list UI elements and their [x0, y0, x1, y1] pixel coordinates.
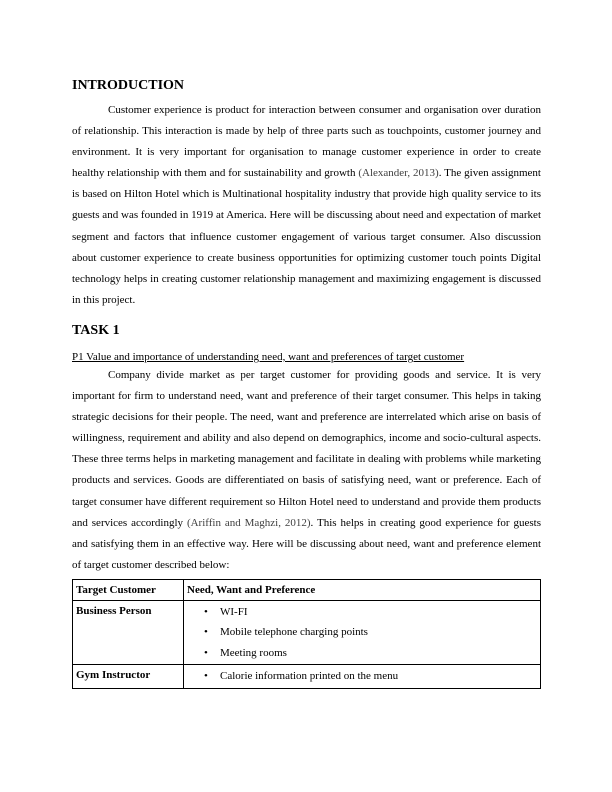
- document-page: [72, 72, 541, 689]
- task1-citation: (Ariffin and Maghzi, 2012): [186, 516, 311, 529]
- intro-text-part-2: . The given assignment is based on Hilton Hotel which is Multinational hospitality industry that provide high quality service to its guests and was founded in 1919 at America. Here will be discussing about need and expectation of market segment and factors that influence customer engagement of various target consumer. Also discussion about customer experience to create business opportunities for optimizing customer touch points Digital technology helps in creating customer relationship management and maximizing engagement is discussed in this project.: [72, 167, 541, 306]
- customer-cell: Business Person: [73, 600, 184, 665]
- introduction-paragraph: [72, 100, 541, 311]
- list-item: • Meeting rooms: [220, 643, 537, 664]
- task1-text-part-2: . This helps in creating good experience for guests and satisfying them in an effective way. Here will be discussing about need, want and preference element of target customer described below:: [72, 516, 541, 571]
- task1-text-part-1: Company divide market as per target customer for providing goods and service. It is very important for firm to understand need, want and preference of their target consumer. This helps in taking strategic decisions for their people. The need, want and preference are interrelated which arise on basis of willingness, requirement and ability and also depend on demographics, income and socio-cultural aspects. These three terms helps in marketing management and facilitate in dealing with problems while marketing products and services. Goods are differentiated on basis of satisfying need, want or preference. Each of target consumer have different requirement so Hilton Hotel need to understand and provide them products and services accordingly: [72, 368, 541, 529]
- introduction-heading: INTRODUCTION: [72, 78, 185, 93]
- task-1-heading: TASK 1: [72, 322, 120, 338]
- header-need-want-preference: Need, Want and Preference: [184, 579, 541, 600]
- customer-cell: Gym Instructor: [73, 665, 184, 689]
- table-row: [73, 665, 541, 689]
- needs-list: [187, 666, 537, 687]
- intro-text-part-1: Customer experience is product for interaction between consumer and organisation over duration of relationship. This interaction is made by help of three parts such as touchpoints, customer journey and environment. It is very important for organisation to manage customer experience in order to create healthy relationship with them and for sustainability and growth: [72, 104, 541, 180]
- list-item: • Calorie information printed on the menu: [220, 666, 537, 687]
- p1-subheading: P1 Value and importance of understanding need, want and preferences of target customer: [72, 350, 465, 363]
- needs-cell: [184, 665, 541, 689]
- list-item: • Mobile telephone charging points: [220, 622, 537, 643]
- table-row: [73, 600, 541, 665]
- intro-citation: (Alexander, 2013): [358, 167, 439, 180]
- target-customer-table: [72, 579, 541, 689]
- header-target-customer: Target Customer: [73, 579, 184, 600]
- task-1-paragraph: [72, 365, 541, 576]
- table-header-row: [73, 579, 541, 600]
- needs-cell: [184, 600, 541, 665]
- list-item: • WI-FI: [220, 602, 537, 623]
- needs-list: [187, 602, 537, 664]
